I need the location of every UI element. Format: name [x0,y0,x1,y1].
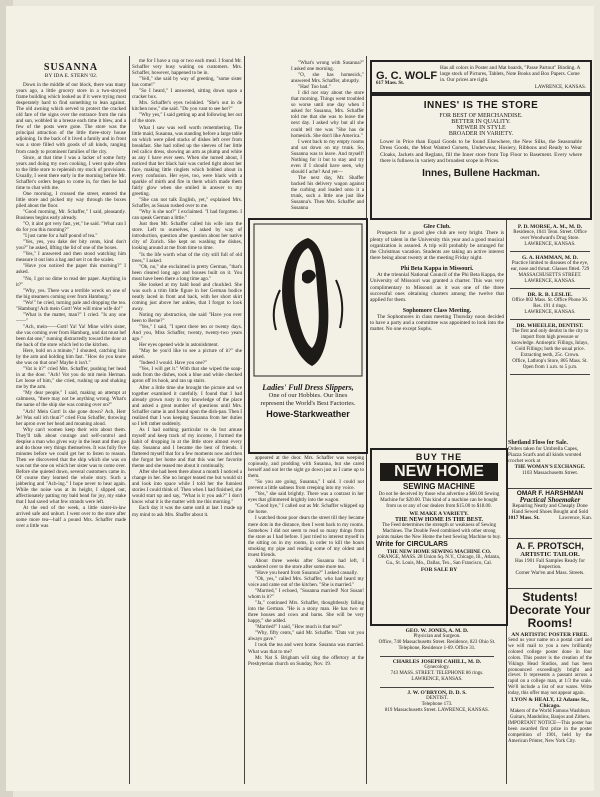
story-paragraph: One morning, I crossed the street, entered the little store and picked my way through the boxes piled about the floor. [16,190,126,209]
card-obryon: J. W. O'BRYON, D. D. S. DENTIST. Telephone 173. 819 Massachusetts Street. LAWRENCE, KANSAS. [384,690,490,713]
story-paragraph: Just then Mr. Schaffer called his wife into the store. Left to ourselves, I asked by way of introduction, question after question about her native city of Zurich. She kept on washing the dishes, looking around at me from time to time. [132,221,242,252]
story-paragraph: "Indeed I would. Have you one?" [139,360,208,367]
students-ad [508,588,592,745]
new-home-circulars: Write for CIRCULARS [376,541,448,549]
story-paragraph: "Yes," I said, "I spent there ten or twenty days. And you, Miss Schaffer, twenty, twenty-two years ago." [132,324,242,343]
story-paragraph: After she had been there about a month I noticed a change in her. She no longer teased me but would sit and look into space while I told her the funniest stories I could think of. Then when I had finished, she would start up and say, "What is it you ask?" I don't know what it is the matter with me this morning." [132,469,242,506]
story-paragraph: "Why, fifty cents," said Mr. Schaffer. "Dats vot you always gave." [248,630,364,643]
innes-firm: Innes, Bullene Hackman. [422,167,540,179]
story-paragraph: "Married!" I said, "How much is that tea?" [255,624,342,631]
harshman-trade: Practical Shoemaker [519,496,581,504]
column-rule [244,56,245,784]
store-name: Howe-Starkweather [266,409,350,419]
story-paragraph: "Is the life worth what of the city still full of old trees," I asked. [132,251,242,264]
students-notice: IMPORTANT NOTICE—This poster has been awarded first prize in the poster competition of 1901, held by the American Printer, New York City. [508,720,592,744]
story-paragraph: "O, it aint got very fast, yet," he said. "What can I do for you this morning?" [16,221,126,234]
innes-headline: INNES' IS THE STORE [423,100,539,111]
story-paragraph: "Yes," she said brightly. There was a contrast in her eyes that glimmered brightly into the wagon. [248,491,364,504]
story-paragraph: What I saw was well worth remembering. The little maid, Susanna, was standing before a large table on which were piled stacks of dishes left over from breakfast. She had rolled up the sleeves of her little red calico dress, showing an arm as plump and white as any I have ever seen. When she turned about, I noticed that her black hair was curled tight about her face, making little ringlets which bobbed about in every confusion. Her eyes, too, were black with a sparkle of mirth and fire in them which made them fairly glow when she smiled in answer to my greeting. [132,124,242,198]
story-paragraph: "Yes," I answered and then stood watching him measure it out into a bag and set it on the scales. [16,251,126,264]
story-paragraph: Since, at that time I was a lacker of some forty years and doing my own cooking, I went quite often to the little store to replenish my stock of provisions. Usually, I went there early in the morning before Mr. Schaffer's orders began to come in, for then he had time to chat with me. [16,154,126,191]
right-column-cards [510,224,590,375]
innes-sub4: BROADER IN VARIETY. [448,131,514,137]
slipper-ad [248,218,368,454]
story-paragraph: "Wo!" he cried, turning pale and dropping the tea. "Hamburg! Ach mein Gott! Wot will mine wife do!" [16,299,126,312]
wolf-text: Has all colors in Poster and Mat boards, "Passe Partout" Binding. A large stock of Pictures, Tablets, Note Books and Box Papers. Come in. Our prices are right. [440,65,581,83]
protsch-body: Has 1901 Fall Samples Ready for Inspection. [515,558,585,570]
story-paragraph: Each day it was the same until at last I made up my mind to ask Mrs. Shaffer about it. [132,505,242,518]
story-paragraph: "Oh, no," she exclaimed in pretty German, "that's been cleared long ago and houses built on it. You must have been there a long time ago." [132,263,242,282]
story-paragraph: Here, hold on a minute," I shouted, catching him by the arm and holding him fast. "How do you know she was on that one? Maybe it isn't." [16,348,126,367]
card-morse: P. D. MORSE, A. M., M. D. Residence, 1041 Tenn. Street. Office over Woodward's Drug Store. LAWRENCE, KANSAS. [510,224,590,252]
story-paragraph: Down in the middle of our block, there was many years ago, a little grocery store in a two-storyed frame building which looked as if it were trying most desperately hard to find something to lean against. The old awning which served to protect the cracked old fare of the signs over the entrance from the rain and sun, wobbled in a breeze each time it blew, and a few of the posts were gone. The store was the principal attraction of the little three-story house adjoining. In the back of it lived a family and in front was a store filled with goods of all kinds, ranging from candy to prominent families of the city. [16,82,126,155]
story-paragraph: "Why, yes. There was a terrible wreck on one of the big steamers coming over from Hamburg." [16,287,126,300]
story-paragraph: "Ja," continued Mrs. Schaffer, thoughtlessly falling into the German. "He is a stony man. He has two or three houses and cows and barns. She will be very happy," she added. [248,600,364,625]
story-paragraph: "I just came for a half pound of tea." [23,233,98,240]
story-paragraph: "Oh, yes," called Mrs. Schaffer, who had heard my voice and came out of the kitchen. "She is married." [248,575,364,588]
story-paragraph: After a little time she brought the picture and we together examined it carefully. I found that I had already grown rusty in my knowledge of the place and asked a great number of questions until Mrs. Schaffer came in and found upon the dish-pan. Then I realized that I was keeping Susanna from her duties so I left rather suddenly. [132,384,242,427]
story-paragraph: "What is the matter, man?" I cried. "Is any one——" [16,311,126,324]
wolf-name: G. C. WOLF [376,70,438,82]
glee-club-body: Prospects for a good glee club are very bright. There is plenty of talent in the University this year and a good musical organization is assured. A trip will probably be arranged for the Christmas vacation. Students are taking an active interest there being about twenty at the meeting Friday night. [370,230,504,262]
card-hamman: G. A. HAMMAN, M. D. Practice limited to diseases of the eye, ear, nose and throat. Glasses fitted. 729 MASSACHUSETTS STREET. LAWRENCE, KANSAS. [510,255,590,289]
story-byline: BY IDA E. STERN '02. [44,73,98,79]
story-paragraph: me for I have a cup or two each meal. I found Mr. Schaffer very busy waiting on customers. Mrs. Schaffer, however, happened to be in. [132,58,242,77]
story-paragraph: "Married," I echoed, "Susanna married! Not Susan! whom is it?" [248,588,364,601]
harshman-name: OMAR F. HARSHMAN [516,490,584,497]
card-wheeler: DR. WHEELER, DENTIST. The first and only dentist in the city to import from high pressure or knowledge. Antiseptic Fillings, Inlays, Gold Fillings; both the usual price. Extracting teeth, 25c. Crown. Office, Lathrop's Store, 805 Mass. St. Open from 1 a.m. to 5 p.m. [510,323,590,375]
new-home-pitch: Do not be deceived by those who advertise a $60.00 Sewing Machine for $20.00. This kind of a machine can be bought from us or any of our dealers from $15.00 to $18.00. [378,492,500,509]
story-paragraph: "Ach! Mein Gott! Is she gone down? Ach, Herr Je! Was soll ich thun?" cried Frau Schaffer, throwing her apron over her head and moaning aloud. [16,408,126,427]
slipper-caption: Ladies' Full Dress Slippers, [262,383,354,392]
story-paragraph: "Has! Too bad." [298,84,331,91]
story-paragraph: appeared at the door. Mrs. Schaffer was weeping copiously, and prodding with Susanna, but she cared herself and not let the sight go down just as I came up to them. [248,455,364,480]
new-home-machine: SEWING MACHINE [403,482,475,491]
shetland-address: 1103 Massachusetts Street. [521,470,579,476]
story-paragraph: "Yes, yes, you dake der bity cents, kind don't you?" he asked, lifting the lid of one of the boxes. [16,239,126,252]
students-headline: Students! Decorate Your Rooms! [509,590,591,630]
new-home-variety: WE MAKE A VARIETY. [409,510,469,517]
phi-beta-title: Phi Beta Kappa in Missouri. [400,265,474,272]
column-rule [129,56,130,784]
students-offer: AN ARTISTIC POSTER FREE. [511,632,589,638]
story-paragraph: As I had nothing particular to do but amuse myself and keep track of my income, I formed the habit of dropping in at the little store almost every day. Susanna and I became the best of friends. I flattered myself that for a few moments now and then she forgot her home and that this was her favorite theme and she teased me about it continually. [132,426,242,470]
card-leslie: DR. R. B. LESLIE. Office 802 Mass. St. Office Phone 36. Res. 191 4 rings. LAWRENCE, KANSAS. [510,292,590,320]
protsch-name: A. F. PROTSCH, [516,541,584,551]
story-paragraph: "Ach, mein——Gott! Ya! Ya! Mine wife's sister, she vas coming over from Hamburg, und dat must hef been dat one," running distractedly toward the door at the back of the store which led to the kitchen. [16,323,126,349]
harshman-ad [508,488,592,521]
innes-ad [370,94,592,220]
wolf-address: 617 Mass. St. [376,81,405,86]
story-paragraph: "Have you heard from Susanna?" I asked casually. [255,569,358,576]
new-home-brand: NEW HOME [380,463,498,481]
story-paragraph: Her eyes opened wide in astonishment. [139,342,219,349]
students-firm: LYON & HEALY, 12 Adams St., Chicago. [511,697,589,710]
story-paragraph: "So you are going, Susanna," I said. I could not prevent a little sadness from creeping into my voice. [248,479,364,492]
story-paragraph: At the end of the week, a little sister-in-law arrived safe and unhurt. I went over to the store after some more tea—half a pound Mrs. Schaffer made over a little was [16,505,126,530]
story-paragraph: The next day, Mr. Shaffer backed his delivery wagon against the curbing and loaded onto it a trunk, such a little one just like Susanna's. Then Mrs. Schaffer and Susanna [291,174,364,212]
story-column-1 [16,82,126,782]
story-paragraph: "Good bye," I called out as Mr. Schaffer whipped up the horse. [248,503,364,516]
story-paragraph: "Good morning, Mr. Schaffer," I said, pleasantly. Business begins early already. [16,208,126,222]
slipper-tagline: One of our Hobbies. Our lines represent the World's Best Factories. [260,392,356,407]
story-paragraph: I took the tea and went home. Susanna was married. What was that to me? [248,642,364,655]
story-paragraph: I did not stay about the store that morning. Things went troubled so worse until one day when I asked for Susanna, Mrs. Schaffer told me that she was to leave the next day. I asked why but all she could tell me was "She has de homesick. She don't like America." [291,90,364,139]
sophomore-title: Sophomore Class Meeting. [402,307,472,314]
new-home-ad [370,448,508,626]
story-paragraph: "Why yes," I said getting up and following her out of the store. [132,112,242,125]
story-paragraph: Mrs. Schaffer's eyes twinkled. "She's out in de kitchen now," she said. "Do you vant to see her?" [132,100,242,113]
protsch-trade: ARTISTIC TAILOR. [520,551,580,558]
story-paragraph: "Why is she not?" I exclaimed. "I had forgotten. I can speak German a little." [132,209,242,222]
story-paragraph: "Have you noticed the paper this morning?" I asked. [16,263,126,276]
new-home-best: THE NEW HOME IS THE BEST. [394,516,484,523]
students-body: Send us your name on a postal card and we will mail to you a new brilliantly colored college poster done in four colors. This poster is the creation of the Vikings Head Studios, and has been pronounced exceedingly bright and clever. It represents a passant across a rapid on a college man, at 1/3 the scale. We'll include a list of our wares. Write today, this offer may not appear again. [508,638,592,697]
harshman-footer: 1017 Mass. St. Lawrence, Kan. [508,515,592,521]
story-paragraph: Why can't women keep their wits about them. They'll talk about courage and self-control and despise a man who gives way in the least and then go and do those very things themselves. It was fully five minutes before we could get her to listen to reason. Then we discovered that the ship which she was on was not the one on which her sister was to come over. Before she quieted down, several customers came in. Of course they learned the whole story. Such a jabbering and "Ach-ing." I hope never to hear again. While the noise was at its height, I slipped out, affectionately patting my bald head for joy, my stake that I had saved what few strands were left. [16,426,126,506]
doctor-cards [370,628,504,714]
story-paragraph: "Yell," she said by way of greeting, "some sister has come!" [132,76,242,89]
innes-sub1: FOR BEST OF MERCHANDISE. [439,113,523,119]
story-paragraph: "O, she has homesick," answered Mrs. Schaffer, abruptly. [291,72,364,85]
story-paragraph: "Yes, I will get it." With that she wiped the soap-suds from the dishes, took a blue and white checked apron off its hook, and ran up stairs. [132,366,242,385]
story-column-3-bottom [248,455,364,783]
story-column-3-top [291,60,364,220]
story-paragraph: She looked at my bald head and chuckled. She was such a trim little figure in her German bodice neatly laced in front and back, with her short skirt coming just above her ankles, that I forgot to look away. [132,281,242,312]
new-home-sale: FOR SALE BY [420,567,458,574]
slipper-illustration-icon [250,220,366,380]
new-home-offices: ORANGE, MASS. 28 Union Sq. N.Y., Chicago, Ill., Atlanta, Ga., St. Louis, Mo., Dallas, Tex., San Francisco, Cal. [378,555,500,567]
story-paragraph: "So I heard," I answered, sitting down upon a cracker box. [132,88,242,101]
story-title: SUSANNA [43,62,99,73]
story-paragraph: "What's wrong with Susanna?" I asked one morning. [291,60,364,73]
new-home-company: THE NEW HOME SEWING MACHINE CO. [386,549,492,556]
story-paragraph: "May be you'd like to see a picture of it?" she asked. [132,348,242,361]
protsch-address: Corner War'en and Mass. Streets. [515,570,585,576]
innes-sub3: NEWER IN STYLE [456,125,506,131]
new-home-buy: BUY THE [415,452,463,462]
wolf-ad [370,60,592,94]
news-column [370,224,504,444]
shetland-place: THE WOMAN'S EXCHANGE. [514,464,586,470]
shetland-body: Orders taken for Umbrella Capes, Piazza Scarfs and all kinds worsted crochet work at [508,446,582,464]
story-paragraph: "No, I got no dime to read der paper. Anything in it?" [16,275,126,288]
phi-beta-body: At the triennial National Council of the Phi Beta Kappa, the University of Missouri was granted a charter. This was very complimentary to Missouri as it was one of the three successful ones obtaining charters among the twelve that applied for them. [370,272,504,304]
sophomore-body: The Sophomores in class meeting Thursday noon decided to have a party and a committee was appointed to look into the matter. No one except Sophs. [370,313,504,333]
innes-sub2: BETTER IN QUALITY. [451,119,511,125]
glee-club-title: Glee Club. [423,224,451,230]
harshman-body: Repairing Neatly and Cheaply Done [512,503,588,509]
shetland-ad [508,440,592,476]
wolf-city: LAWRENCE, KANSAS. [534,85,586,90]
card-cahill: CHARLES JOSEPH CAHILL, M. D. Gynecology. 743 MASS. STREET. TELEPHONE 86 rings. LAWRENCE, KANSAS. [390,659,484,682]
story-paragraph: I went back to my empty rooms and sat down on my trunk. So, Susanna was to leave. And myself! Nothing for it but to stay and try even if I should have seen, why should I ache? And yet— [291,138,364,175]
story-paragraph: About three weeks after Susanna had left, I wandered over to the store after some more tea. [248,557,364,570]
card-jones: GEO. W. JONES, A. M. D. Physician and Surgeon. Office, 740 Massachusetts Street. Residence, 823 Ohio St. Telephone, Residence 1-69. Office 31. [378,628,496,651]
story-paragraph: "My dear people," I said, making an attempt at calmness, "there may not be anything wrong. What's the name of the ship she was coming over on?" [16,390,126,409]
harshman-small: Hand Sewed Shoes Bought and Sold [511,509,589,515]
protsch-ad [508,538,592,576]
story-paragraph: I watched those poor dears the street till they became mere dots in the distance, then I went back to my rooms. Somehow I did not seem to read so many things from the store as I had before. I just tried to interest myself in the sitting on in my rooms, in order to kill the hours smoking my pipe and reading some of my oldest and truest friends. [248,515,364,558]
shetland-title: Shetland Floss for Sale. [508,440,568,446]
story-paragraph: Noting my abstraction, she said "Have you ever been to Berne?" [132,311,242,325]
story-paragraph: Mr. Nat S. Brigham will sing the offertory at the Presbyterian church on Sunday, Nov. 19. [248,654,364,667]
students-firm2: Makers of the World Famous Washburn Guitars, Mandolins, Banjos and Zithers. [509,709,591,720]
innes-body: Lower in Price than Equal Goods to be found Elsewhere, the New Silks, the Seasonable Dress Goods, the Most Wanted Corsets, Underwear, Hosiery, Ribbons and Ready to Wear Cloaks, Jackets and Reglans, fill the Inner store from Top Floor to Basement. Every where there is fullness in variety and broadest scope in Prices. [380,139,582,165]
story-paragraph: "Vat is it?" cried Mrs. Schaffer, pushing her head in at the door. "Ach! Vot you do mit mein Herman. Let loose of him," she cried, rushing up and shaking me by the arm. [16,366,126,391]
new-home-body: The Feed determines the strength or weakness of Sewing Machines. The Double Feed combined with other strong points makes the New Home the best Sewing Machine to buy. [376,522,502,540]
story-paragraph: "She can not talk English, yet," explained Mrs. Schaffer, as Susan rushed over to me. [132,197,242,210]
story-column-2 [132,58,242,783]
